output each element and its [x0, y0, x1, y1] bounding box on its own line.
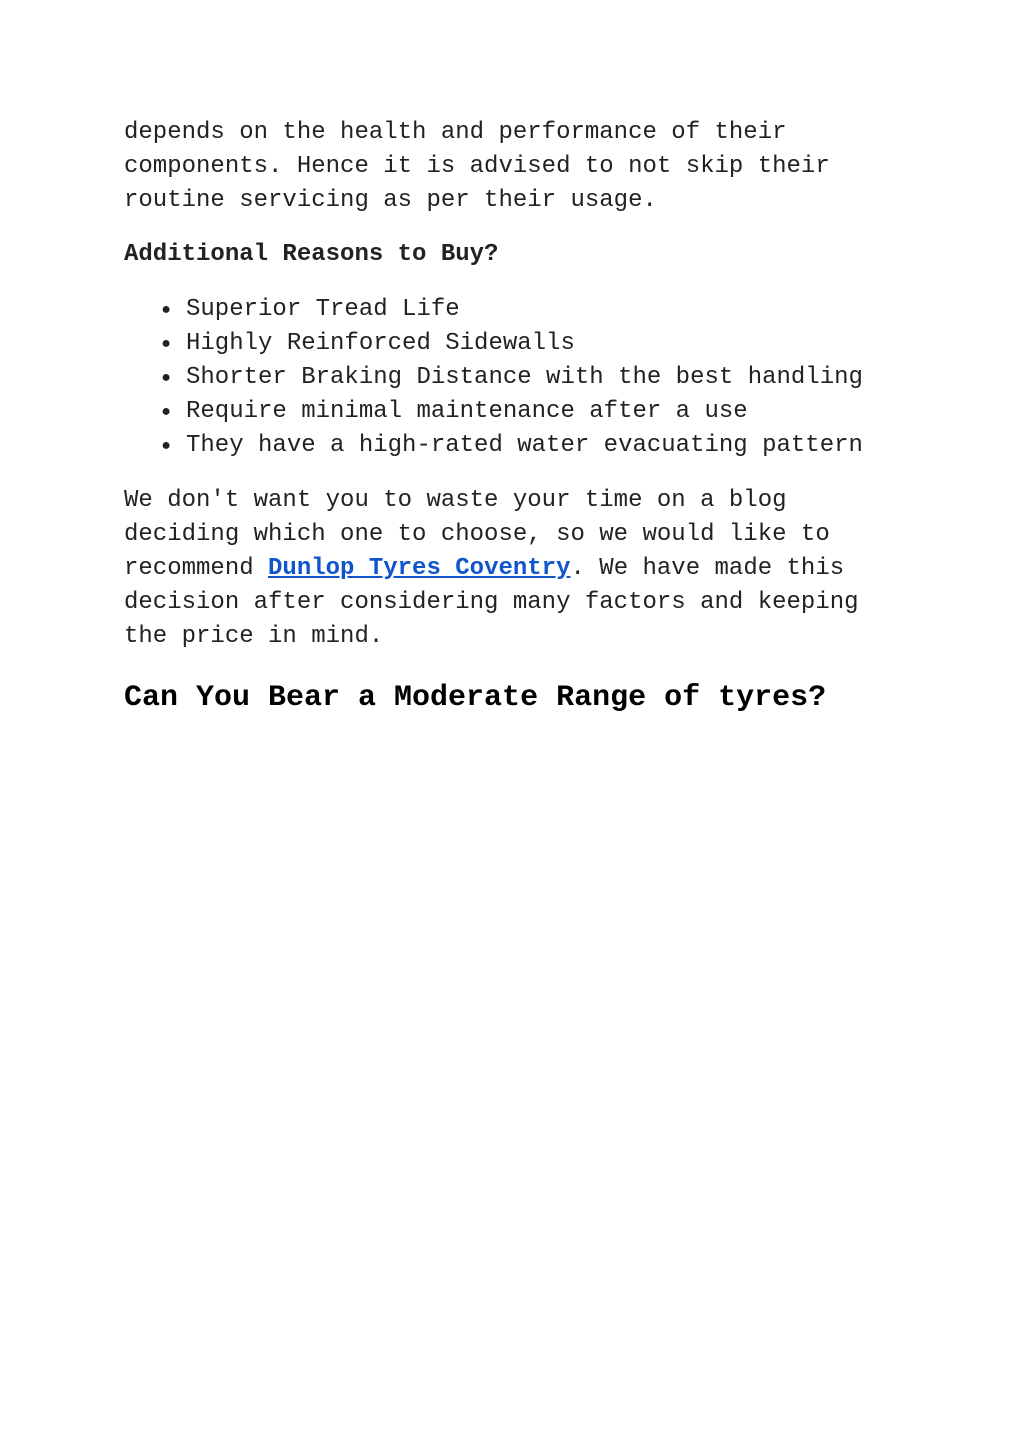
bullet-icon: ●	[161, 403, 171, 421]
intro-paragraph: depends on the health and performance of their components. Hence it is advised to not skip their routine servicing as per their usage.	[124, 119, 830, 214]
list-item-text: Superior Tread Life	[186, 296, 460, 323]
dunlop-tyres-coventry-link[interactable]: Dunlop Tyres Coventry	[268, 555, 571, 582]
list-item-text: They have a high-rated water evacuating pattern	[186, 432, 863, 459]
bullet-icon: ●	[161, 437, 171, 455]
list-item-text: Require minimal maintenance after a use	[186, 398, 748, 425]
closing-paragraph	[124, 484, 914, 654]
list-item-text: Shorter Braking Distance with the best handling	[186, 364, 863, 391]
bullet-icon: ●	[161, 301, 171, 319]
closing-text-before-link: We don't want you to waste your time on a blog deciding which one to choose, so we would like to recommend	[124, 487, 830, 582]
reasons-list	[124, 293, 914, 463]
closing-text-after-link: . We have made this decision after considering many factors and keeping the price in mind.	[124, 555, 859, 650]
section-heading: Can You Bear a Moderate Range of tyres?	[124, 681, 827, 715]
reasons-heading: Additional Reasons to Buy?	[124, 241, 499, 268]
list-item	[161, 429, 914, 463]
bullet-icon: ●	[161, 369, 171, 387]
bullet-icon: ●	[161, 335, 171, 353]
list-item	[161, 327, 914, 361]
list-item	[161, 395, 914, 429]
list-item-text: Highly Reinforced Sidewalls	[186, 330, 575, 357]
list-item	[161, 361, 914, 395]
list-item	[161, 293, 914, 327]
document-page	[124, 116, 914, 720]
